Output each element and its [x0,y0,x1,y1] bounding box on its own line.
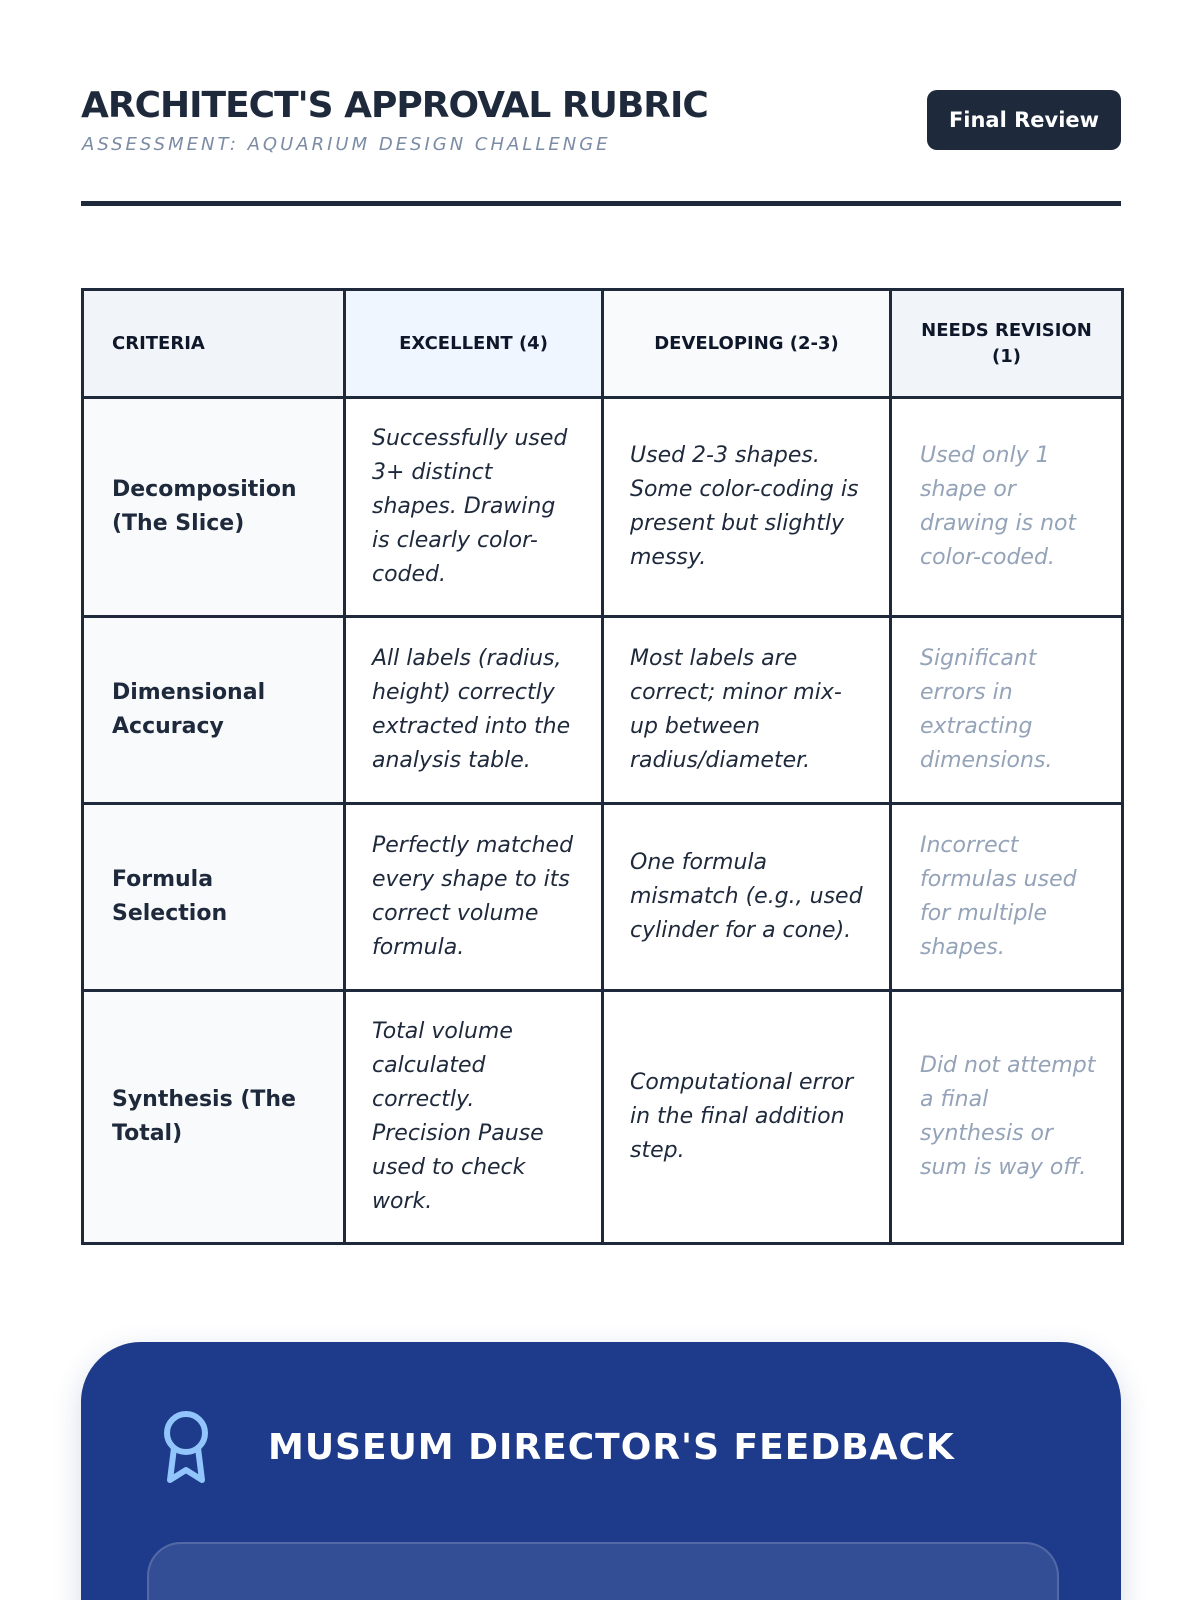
excellent-cell: Perfectly matched every shape to its correct volume formula. [345,804,603,991]
page-header [81,84,1121,164]
table-row [83,804,1123,991]
excellent-cell: Total volume calculated correctly. Precision Pause used to check work. [345,991,603,1244]
feedback-title: MUSEUM DIRECTOR'S FEEDBACK [268,1427,955,1468]
needs-revision-cell: Did not attempt a final synthesis or sum is way off. [891,991,1123,1244]
table-row [83,398,1123,617]
developing-cell: Used 2-3 shapes. Some color-coding is present but slightly messy. [603,398,891,617]
table-row [83,617,1123,804]
needs-revision-cell: Used only 1 shape or drawing is not color-coded. [891,398,1123,617]
table-header-row [83,290,1123,398]
developing-cell: One formula mismatch (e.g., used cylinder for a cone). [603,804,891,991]
feedback-panel [81,1342,1121,1600]
criterion-cell: Formula Selection [83,804,345,991]
column-header-excellent: EXCELLENT (4) [345,290,603,398]
needs-revision-cell: Significant errors in extracting dimensions. [891,617,1123,804]
header-divider [81,201,1121,206]
column-header-needs-revision: NEEDS REVISION (1) [891,290,1123,398]
excellent-cell: All labels (radius, height) correctly extracted into the analysis table. [345,617,603,804]
final-review-button[interactable]: Final Review [927,90,1121,150]
rubric-table [81,288,1124,1245]
criterion-cell: Synthesis (The Total) [83,991,345,1244]
page-title: ARCHITECT'S APPROVAL RUBRIC [81,85,708,126]
developing-cell: Computational error in the final addition step. [603,991,891,1244]
award-ribbon-icon [161,1410,211,1486]
criterion-cell: Decomposition (The Slice) [83,398,345,617]
column-header-developing: DEVELOPING (2-3) [603,290,891,398]
criterion-cell: Dimensional Accuracy [83,617,345,804]
column-header-criteria: CRITERIA [83,290,345,398]
excellent-cell: Successfully used 3+ distinct shapes. Drawing is clearly color-coded. [345,398,603,617]
needs-revision-cell: Incorrect formulas used for multiple shapes. [891,804,1123,991]
assessment-subtitle: ASSESSMENT: AQUARIUM DESIGN CHALLENGE [82,134,611,155]
feedback-input-area[interactable] [147,1542,1059,1600]
table-row [83,991,1123,1244]
developing-cell: Most labels are correct; minor mix-up between radius/diameter. [603,617,891,804]
